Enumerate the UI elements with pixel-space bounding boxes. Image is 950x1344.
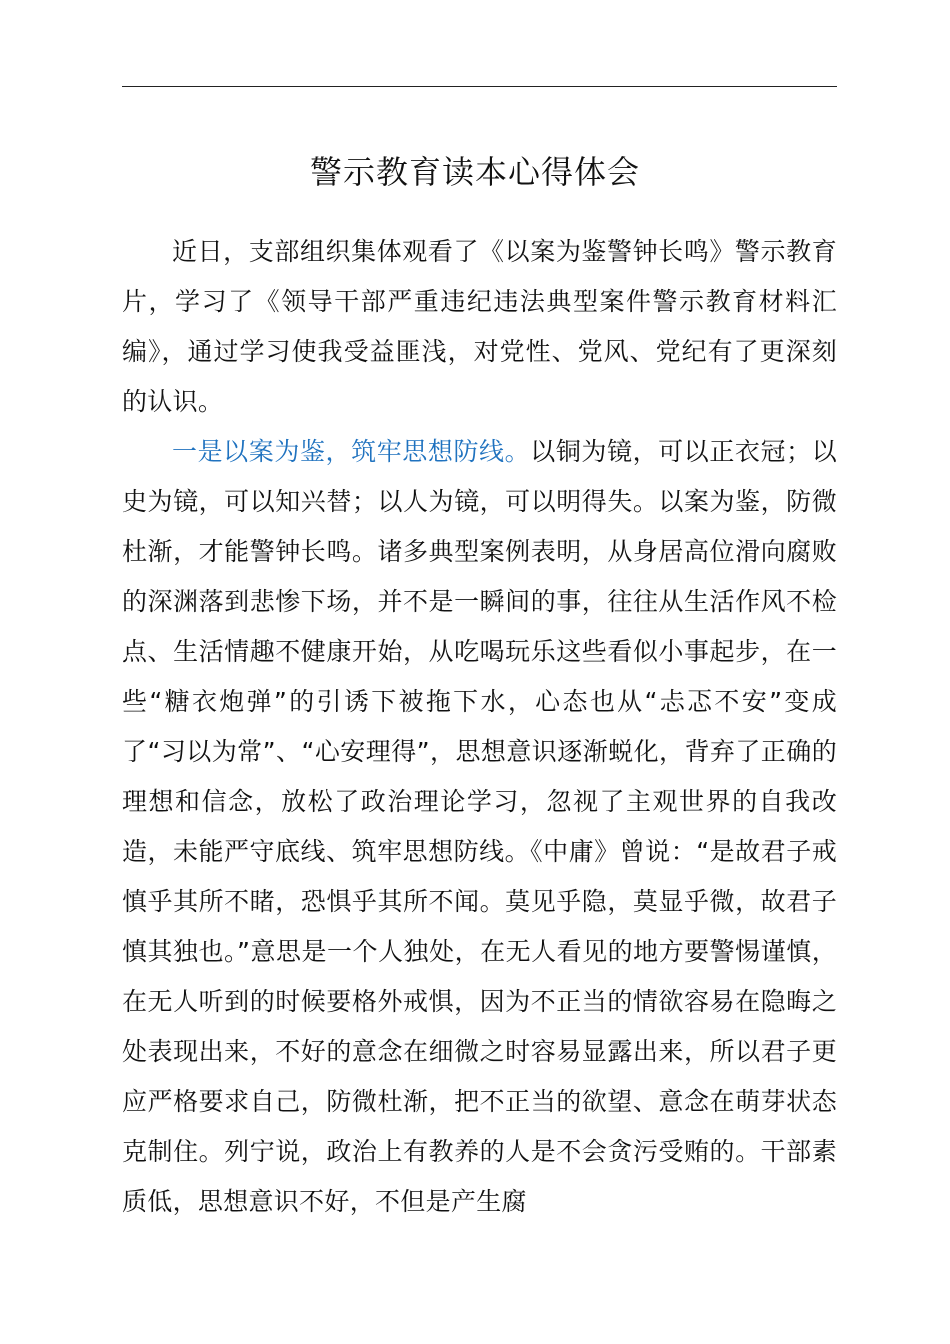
section-one-text: 以铜为镜，可以正衣冠；以史为镜，可以知兴替；以人为镜，可以明得失。以案为鉴，防微杜渐，才能警钟长鸣。诸多典型案例表明，从身居高位滑向腐败的深渊落到悲惨下场，并不是一瞬间的事，往往从生活作风不检点、生活情趣不健康开始，从吃喝玩乐这些看似小事起步，在一些“糖衣炮弹”的引诱下被拖下水，心态也从“忐忑不安”变成了“习以为常”、“心安理得”，思想意识逐渐蜕化，背弃了正确的理想和信念，放松了政治理论学习，忽视了主观世界的自我改造，未能严守底线、筑牢思想防线。《中庸》曾说：“是故君子戒慎乎其所不睹，恐惧乎其所不闻。莫见乎隐，莫显乎微，故君子慎其独也。”意思是一个人独处，在无人看见的地方要警惕谨慎，在无人听到的时候要格外戒惧，因为不正当的情欲容易在隐晦之处表现出来，不好的意念在细微之时容易显露出来，所以君子更应严格要求自己，防微杜渐，把不正当的欲望、意念在萌芽状态克制住。列宁说，政治上有教养的人是不会贪污受贿的。干部素质低，思想意识不好，不但是产生腐 (122, 437, 837, 1216)
header-rule (122, 86, 837, 87)
paragraph-intro: 近日，支部组织集体观看了《以案为鉴警钟长鸣》警示教育片，学习了《领导干部严重违纪违法典型案件警示教育材料汇编》，通过学习使我受益匪浅，对党性、党风、党纪有了更深刻的认识。 (122, 237, 837, 416)
document-title: 警示教育读本心得体会 (309, 153, 640, 191)
paragraph-section-one (122, 427, 837, 1227)
section-one-heading: 一是以案为鉴，筑牢思想防线。 (172, 437, 531, 466)
document-body (122, 227, 837, 1227)
